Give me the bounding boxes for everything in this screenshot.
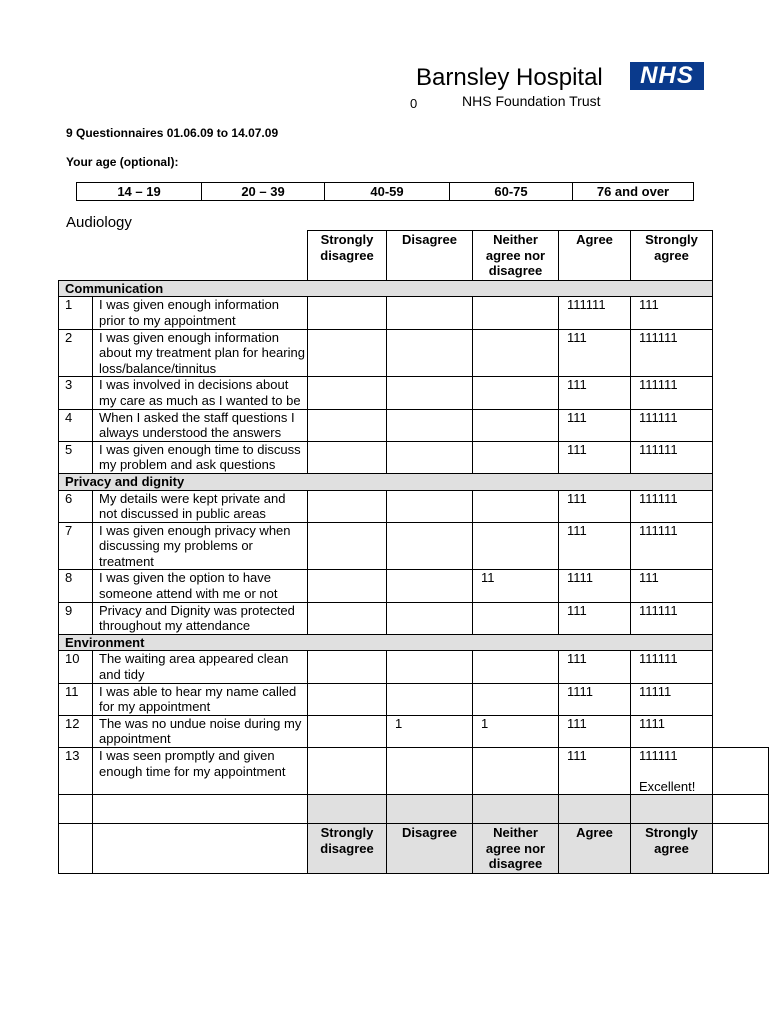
strongly-agree-cell[interactable] bbox=[631, 651, 713, 683]
neither-cell[interactable] bbox=[473, 683, 559, 715]
strongly-agree-count: 111111 bbox=[639, 490, 678, 506]
blank-cell bbox=[713, 683, 769, 715]
strongly-disagree-cell[interactable] bbox=[308, 683, 387, 715]
strongly-agree-cell[interactable] bbox=[631, 570, 713, 602]
age-range-cell[interactable]: 20 – 39 bbox=[202, 183, 325, 201]
strongly-disagree-cell[interactable] bbox=[308, 651, 387, 683]
question-number: 13 bbox=[59, 748, 93, 795]
neither-cell[interactable] bbox=[473, 409, 559, 441]
blank-cell bbox=[713, 651, 769, 683]
age-range-cell[interactable]: 76 and over bbox=[573, 183, 694, 201]
disagree-cell[interactable] bbox=[387, 522, 473, 570]
strongly-agree-count: 111 bbox=[639, 297, 659, 313]
question-row bbox=[59, 715, 769, 747]
disagree-cell[interactable] bbox=[387, 570, 473, 602]
blank-cell bbox=[713, 715, 769, 747]
strongly-agree-cell[interactable] bbox=[631, 329, 713, 377]
question-row bbox=[59, 490, 769, 522]
blank-cell bbox=[713, 280, 769, 297]
question-text: I was given enough privacy when discussing my problems or treatment bbox=[93, 522, 308, 570]
blank-cell bbox=[59, 231, 93, 281]
strongly-disagree-cell[interactable] bbox=[308, 748, 387, 795]
hospital-name: Barnsley Hospital bbox=[416, 64, 603, 91]
header-row bbox=[59, 231, 769, 281]
question-number: 7 bbox=[59, 522, 93, 570]
strongly-agree-cell[interactable] bbox=[631, 683, 713, 715]
blank-cell bbox=[387, 795, 473, 824]
strongly-agree-count: 111111 bbox=[639, 602, 678, 618]
overflow-cell bbox=[713, 748, 769, 795]
strongly-agree-cell[interactable] bbox=[631, 409, 713, 441]
strongly-disagree-cell[interactable] bbox=[308, 715, 387, 747]
strongly-agree-cell[interactable] bbox=[631, 522, 713, 570]
question-number: 4 bbox=[59, 409, 93, 441]
blank-cell bbox=[631, 795, 713, 824]
neither-cell[interactable] bbox=[473, 441, 559, 473]
question-row bbox=[59, 683, 769, 715]
disagree-cell[interactable] bbox=[387, 441, 473, 473]
disagree-cell[interactable] bbox=[387, 329, 473, 377]
agree-cell[interactable]: 1111 bbox=[559, 683, 631, 715]
question-text: I was able to hear my name called for my appointment bbox=[93, 683, 308, 715]
question-number: 5 bbox=[59, 441, 93, 473]
blank-cell bbox=[713, 297, 769, 329]
group-title: Privacy and dignity bbox=[59, 473, 713, 490]
question-text: I was seen promptly and given enough time for my appointment bbox=[93, 748, 308, 795]
question-row bbox=[59, 409, 769, 441]
neither-cell[interactable]: 1 bbox=[473, 715, 559, 747]
question-row bbox=[59, 377, 769, 409]
strongly-disagree-cell[interactable] bbox=[308, 409, 387, 441]
blank-cell bbox=[559, 795, 631, 824]
trust-name: NHS Foundation Trust bbox=[462, 93, 601, 109]
neither-cell[interactable] bbox=[473, 490, 559, 522]
age-range-cell[interactable]: 60-75 bbox=[450, 183, 573, 201]
question-number: 3 bbox=[59, 377, 93, 409]
agree-cell[interactable]: 111 bbox=[559, 409, 631, 441]
disagree-cell[interactable]: 1 bbox=[387, 715, 473, 747]
neither-cell[interactable] bbox=[473, 329, 559, 377]
strongly-agree-count: 111111 bbox=[639, 329, 678, 345]
strongly-agree-cell[interactable] bbox=[631, 748, 713, 795]
disagree-cell[interactable] bbox=[387, 683, 473, 715]
blank-cell bbox=[93, 795, 308, 824]
neither-cell[interactable] bbox=[473, 377, 559, 409]
agree-cell[interactable]: 111 bbox=[559, 441, 631, 473]
section-title: Audiology bbox=[66, 214, 132, 231]
column-header: Strongly agree bbox=[631, 824, 713, 874]
question-row bbox=[59, 748, 769, 795]
strongly-agree-cell[interactable] bbox=[631, 377, 713, 409]
question-text: Privacy and Dignity was protected throughout my attendance bbox=[93, 602, 308, 634]
group-title: Communication bbox=[59, 280, 713, 297]
questionnaire-table bbox=[58, 230, 769, 874]
disagree-cell[interactable] bbox=[387, 602, 473, 634]
question-number: 12 bbox=[59, 715, 93, 747]
strongly-agree-count: 111111 bbox=[639, 377, 678, 393]
group-title: Environment bbox=[59, 634, 713, 651]
group-header-row bbox=[59, 634, 769, 651]
question-text: I was involved in decisions about my care as much as I wanted to be bbox=[93, 377, 308, 409]
disagree-cell[interactable] bbox=[387, 748, 473, 795]
strongly-disagree-cell[interactable] bbox=[308, 297, 387, 329]
disagree-cell[interactable] bbox=[387, 490, 473, 522]
column-header: Agree bbox=[559, 231, 631, 281]
blank-cell bbox=[59, 795, 93, 824]
question-number: 9 bbox=[59, 602, 93, 634]
blank-cell bbox=[713, 522, 769, 570]
question-number: 11 bbox=[59, 683, 93, 715]
disagree-cell[interactable] bbox=[387, 651, 473, 683]
agree-cell[interactable]: 111 bbox=[559, 715, 631, 747]
blank-cell bbox=[308, 795, 387, 824]
group-header-row bbox=[59, 280, 769, 297]
question-row bbox=[59, 297, 769, 329]
age-range-cell[interactable]: 40-59 bbox=[325, 183, 450, 201]
neither-cell[interactable] bbox=[473, 748, 559, 795]
question-number: 1 bbox=[59, 297, 93, 329]
blank-cell bbox=[93, 824, 308, 874]
strongly-disagree-cell[interactable] bbox=[308, 602, 387, 634]
column-header: Neither agree nor disagree bbox=[473, 231, 559, 281]
question-text: I was given the option to have someone attend with me or not bbox=[93, 570, 308, 602]
question-text: I was given enough information about my treatment plan for hearing loss/balance/tinnitus bbox=[93, 329, 308, 377]
strongly-agree-cell[interactable] bbox=[631, 602, 713, 634]
age-label: Your age (optional): bbox=[66, 155, 179, 169]
question-number: 8 bbox=[59, 570, 93, 602]
strongly-agree-count: 111111 bbox=[639, 748, 678, 763]
empty-row bbox=[59, 795, 769, 824]
strongly-agree-cell[interactable] bbox=[631, 490, 713, 522]
blank-cell bbox=[713, 570, 769, 602]
neither-cell[interactable] bbox=[473, 297, 559, 329]
question-text: The was no undue noise during my appointment bbox=[93, 715, 308, 747]
column-header: Strongly disagree bbox=[308, 231, 387, 281]
agree-cell[interactable]: 1111 bbox=[559, 570, 631, 602]
neither-cell[interactable]: 11 bbox=[473, 570, 559, 602]
agree-cell[interactable]: 111111 bbox=[559, 297, 631, 329]
strongly-disagree-cell[interactable] bbox=[308, 570, 387, 602]
strongly-agree-count: 111111 bbox=[639, 409, 678, 425]
disagree-cell[interactable] bbox=[387, 409, 473, 441]
blank-cell bbox=[713, 824, 769, 874]
blank-cell bbox=[59, 824, 93, 874]
blank-cell bbox=[713, 634, 769, 651]
strongly-agree-count: 111111 bbox=[639, 441, 678, 457]
strongly-disagree-cell[interactable] bbox=[308, 329, 387, 377]
column-header: Disagree bbox=[387, 231, 473, 281]
disagree-cell[interactable] bbox=[387, 297, 473, 329]
agree-cell[interactable]: 111 bbox=[559, 748, 631, 795]
column-header: Neither agree nor disagree bbox=[473, 824, 559, 874]
strongly-agree-cell[interactable] bbox=[631, 715, 713, 747]
question-number: 10 bbox=[59, 651, 93, 683]
blank-cell bbox=[713, 441, 769, 473]
column-header: Strongly agree bbox=[631, 231, 713, 281]
extra-comment: Excellent! bbox=[639, 778, 696, 794]
strongly-agree-cell[interactable] bbox=[631, 297, 713, 329]
question-text: I was given enough information prior to my appointment bbox=[93, 297, 308, 329]
blank-cell bbox=[713, 602, 769, 634]
agree-cell[interactable]: 111 bbox=[559, 329, 631, 377]
question-row bbox=[59, 651, 769, 683]
question-text: My details were kept private and not discussed in public areas bbox=[93, 490, 308, 522]
blank-cell bbox=[713, 329, 769, 377]
agree-cell[interactable]: 111 bbox=[559, 377, 631, 409]
column-header: Agree bbox=[559, 824, 631, 874]
blank-cell bbox=[713, 377, 769, 409]
blank-cell bbox=[473, 795, 559, 824]
blank-cell bbox=[93, 231, 308, 281]
strongly-disagree-cell[interactable] bbox=[308, 441, 387, 473]
age-range-cell[interactable]: 14 – 19 bbox=[77, 183, 202, 201]
stray-zero: 0 bbox=[410, 96, 418, 111]
agree-cell[interactable]: 111 bbox=[559, 522, 631, 570]
strongly-agree-count: 111111 bbox=[639, 522, 678, 538]
blank-cell bbox=[713, 231, 769, 281]
agree-cell[interactable]: 111 bbox=[559, 490, 631, 522]
blank-cell bbox=[713, 795, 769, 824]
question-row bbox=[59, 602, 769, 634]
question-row bbox=[59, 570, 769, 602]
strongly-agree-count: 111 bbox=[639, 570, 659, 586]
blank-cell bbox=[713, 490, 769, 522]
age-table bbox=[76, 182, 694, 201]
question-row bbox=[59, 441, 769, 473]
question-text: When I asked the staff questions I always understood the answers bbox=[93, 409, 308, 441]
footer-header-row bbox=[59, 824, 769, 874]
strongly-disagree-cell[interactable] bbox=[308, 522, 387, 570]
disagree-cell[interactable] bbox=[387, 377, 473, 409]
question-row bbox=[59, 329, 769, 377]
strongly-agree-count: 1111 bbox=[639, 715, 666, 731]
blank-cell bbox=[713, 473, 769, 490]
strongly-agree-count: 111111 bbox=[639, 651, 678, 667]
neither-cell[interactable] bbox=[473, 522, 559, 570]
column-header: Disagree bbox=[387, 824, 473, 874]
neither-cell[interactable] bbox=[473, 651, 559, 683]
strongly-disagree-cell[interactable] bbox=[308, 377, 387, 409]
question-text: The waiting area appeared clean and tidy bbox=[93, 651, 308, 683]
agree-cell[interactable]: 111 bbox=[559, 602, 631, 634]
question-number: 2 bbox=[59, 329, 93, 377]
blank-cell bbox=[713, 409, 769, 441]
group-header-row bbox=[59, 473, 769, 490]
agree-cell[interactable]: 111 bbox=[559, 651, 631, 683]
column-header: Strongly disagree bbox=[308, 824, 387, 874]
strongly-agree-cell[interactable] bbox=[631, 441, 713, 473]
question-number: 6 bbox=[59, 490, 93, 522]
question-text: I was given enough time to discuss my problem and ask questions bbox=[93, 441, 308, 473]
neither-cell[interactable] bbox=[473, 602, 559, 634]
page-title: 9 Questionnaires 01.06.09 to 14.07.09 bbox=[66, 126, 279, 140]
strongly-agree-count: 11111 bbox=[639, 683, 672, 699]
strongly-disagree-cell[interactable] bbox=[308, 490, 387, 522]
nhs-badge: NHS bbox=[630, 62, 704, 90]
question-row bbox=[59, 522, 769, 570]
